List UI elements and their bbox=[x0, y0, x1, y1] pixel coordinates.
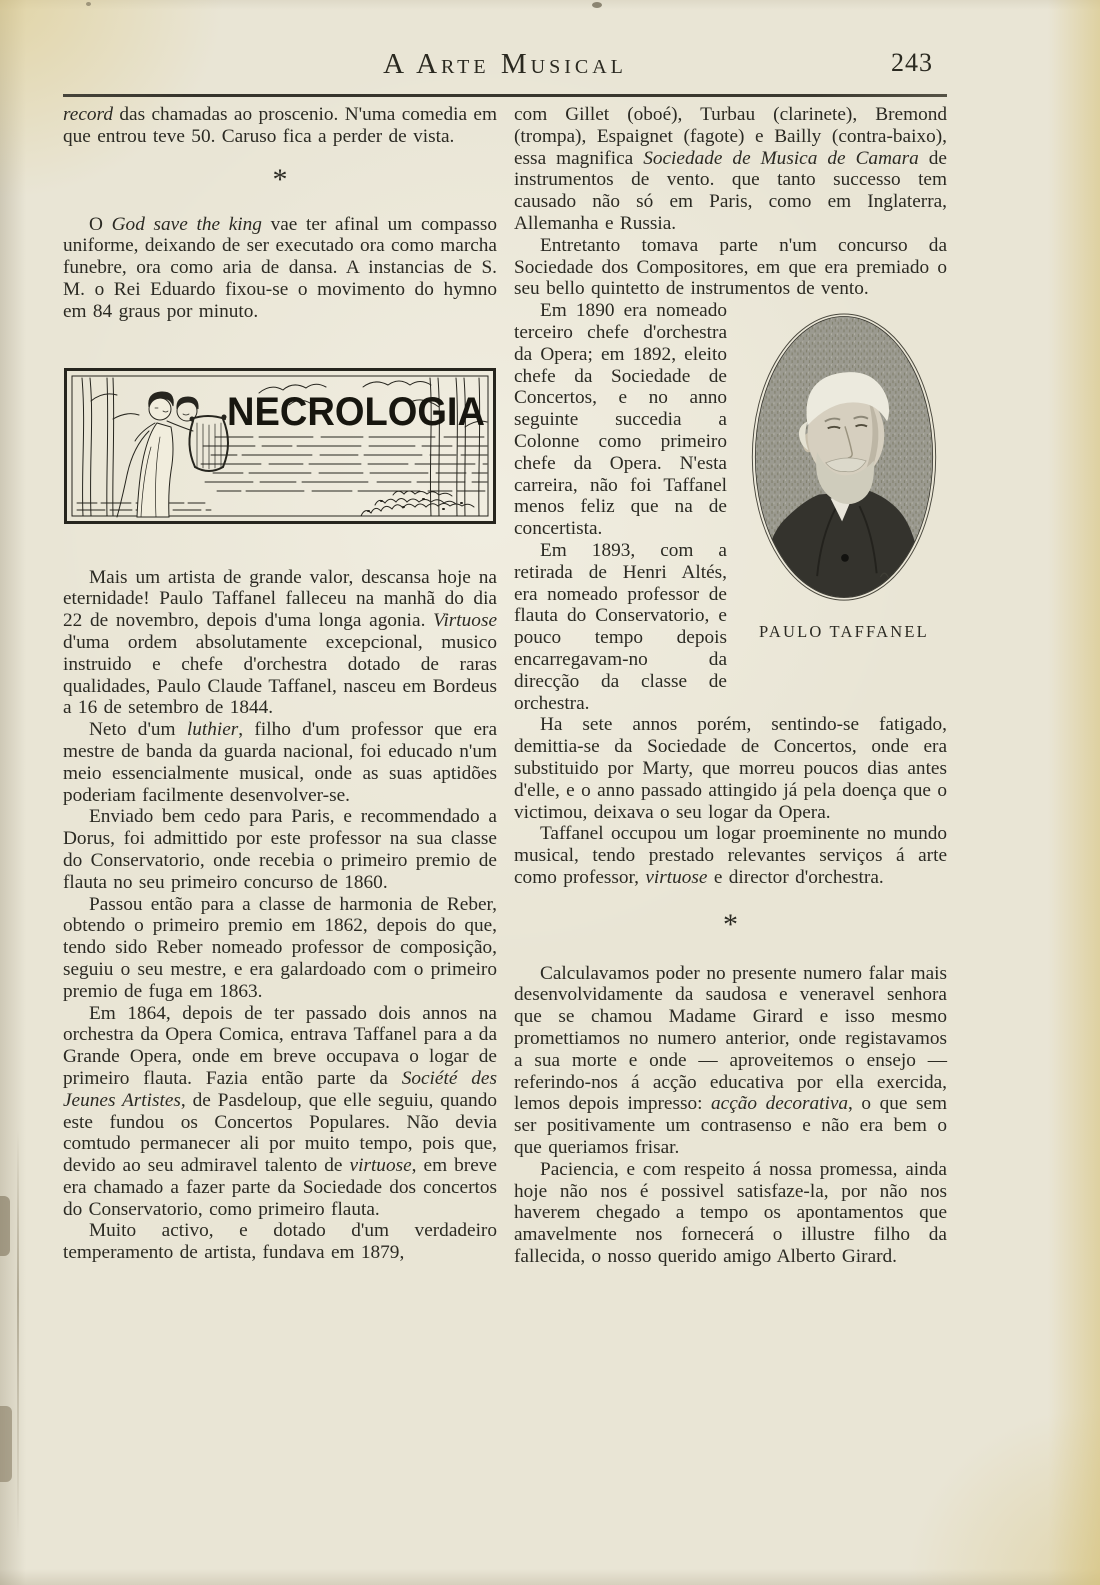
header-rule bbox=[63, 94, 947, 97]
body-paragraph: Em 1890 era nomeado terceiro chefe d'orchestra da Opera; em 1892, eleito chefe da Sociedade de Concertos, e no anno seguinte succedia a Colonne como primeiro chefe da Opera. N'esta carreira, não foi Taffanel menos feliz que na de concertista. bbox=[514, 300, 727, 540]
body-paragraph: Em 1864, depois de ter passado dois annos na orchestra da Opera Comica, entrava Taffanel para a da Grande Opera, onde em breve occupava o logar de primeiro flauta. Fazia então parte da Société des Jeunes Artistes, de Pasdeloup, que elle seguiu, quando este fundou os Concertos Populares. Não devia comtudo permanecer ali por muito tempo, pois que, devido ao seu admiravel talento de virtuose, em breve era chamado a fazer parte da Sociedade dos concertos do Conservatorio, como primeiro flauta. bbox=[63, 1002, 497, 1220]
body-paragraph: Paciencia, e com respeito á nossa promessa, ainda hoje não nos é possivel satisfaze-la, por não nos haverem chegado a tempo os apontamentos que amavelmente nos fornecerá o illustre filho da fallecida, o nosso querido amigo Alberto Girard. bbox=[514, 1158, 947, 1268]
body-paragraph: Enviado bem cedo para Paris, e recommendado a Dorus, foi admittido por este professor na sua classe do Conservatorio, onde recebia o primeiro premio de flauta no seu primeiro concurso de 1860. bbox=[63, 806, 497, 893]
body-paragraph: com Gillet (oboé), Turbau (clarinete), Bremond (trompa), Espaignet (fagote) e Bailly (contra-baixo), essa magnifica Sociedade de Musica de Camara de instrumentos de vento. que tanto successo tem causado não só em Paris, como em Inglaterra, Allemanha e Russia. bbox=[514, 104, 947, 234]
necrologia-banner bbox=[63, 367, 497, 525]
body-paragraph: record das chamadas ao proscenio. N'uma comedia em que entrou teve 50. Caruso fica a perder de vista. bbox=[63, 104, 497, 147]
lyre-icon bbox=[189, 414, 228, 471]
body-paragraph: Neto d'um luthier, filho d'um professor que era mestre de banda da guarda nacional, foi educado n'um meio essencialmente musical, onde as suas aptidões poderiam facilmente desenvolver-se. bbox=[63, 719, 497, 806]
muse-figure bbox=[117, 392, 228, 517]
masthead bbox=[63, 46, 947, 92]
body-paragraph: Em 1893, com a retirada de Henri Altés, era nomeado professor de flauta do Conservatorio, e pouco tempo depois encarregavam-no da direcção da classe de orchestra. bbox=[514, 539, 727, 714]
right-column bbox=[514, 104, 947, 1268]
body-paragraph: Ha sete annos porém, sentindo-se fatigado, demittia-se da Sociedade de Concertos, onde era substituido por Marty, que morreu poucos dias antes d'elle, e o anno passado attingido já pela doença que o victimou, deixava o seu logar da Opera. bbox=[514, 714, 947, 823]
ink-speck bbox=[592, 2, 602, 8]
journal-title: A Arte Musical bbox=[383, 48, 627, 80]
portrait-caption: PAULO TAFFANEL bbox=[759, 622, 929, 642]
left-column bbox=[63, 104, 497, 1264]
body-paragraph: O God save the king vae ter afinal um compasso uniforme, deixando de ser executado ora como marcha funebre, ora como aria de dansa. A instancias de S. M. o Rei Eduardo fixou-se o movimento do hymno em 84 graus por minuto. bbox=[63, 213, 497, 322]
page-crease bbox=[17, 1130, 19, 1540]
taffanel-portrait bbox=[741, 304, 947, 696]
necrologia-title: NECROLOGIA bbox=[227, 389, 485, 434]
page-number: 243 bbox=[891, 48, 933, 77]
necrologia-illustration bbox=[63, 367, 497, 525]
taffanel-photo bbox=[748, 310, 940, 608]
body-paragraph: Passou então para a classe de harmonia de Reber, obtendo o primeiro premio em 1862, depois do que, tendo sido Reber nomeado professor de composição, seguiu o seu mestre, e era galardoado com o primeiro premio de fuga em 1863. bbox=[63, 893, 497, 1002]
body-paragraph: Calculavamos poder no presente numero falar mais desenvolvidamente da saudosa e veneravel senhora que se chamou Madame Girard e isso mesmo promettiamos no numero anterior, onde registavamos a sua morte e onde — aproveitemos o ensejo — referindo-nos á acção educativa por ella exercida, lemos depois impresso: acção decorativa, o que sem ser positivamente um contrasenso e não era bem o que queriamos frisar. bbox=[514, 962, 948, 1159]
asterisk-separator: * bbox=[723, 907, 738, 941]
binding-mark bbox=[0, 1196, 10, 1256]
body-paragraph: Muito activo, e dotado d'um verdadeiro temperamento de artista, fundava em 1879, bbox=[63, 1220, 497, 1264]
body-paragraph: Taffanel occupou um logar proeminente no mundo musical, tendo prestado relevantes serviços á arte como professor, virtuose e director d'orchestra. bbox=[514, 823, 947, 888]
body-paragraph: Entretanto tomava parte n'um concurso da Sociedade dos Compositores, em que era premiado o seu bello quintetto de instrumentos de vento. bbox=[514, 234, 947, 300]
asterisk-separator: * bbox=[272, 162, 288, 196]
ink-speck bbox=[86, 2, 91, 6]
button bbox=[841, 554, 849, 562]
body-paragraph: Mais um artista de grande valor, descansa hoje na eternidade! Paulo Taffanel falleceu na manhã do dia 22 de novembro, depois d'uma longa agonia. Virtuose d'uma ordem absolutamente excepcional, musico instruido e chefe d'orchestra dotado de raras qualidades, Paulo Claude Taffanel, nasceu em Bordeus a 16 de setembro de 1844. bbox=[63, 566, 497, 719]
binding-mark bbox=[0, 1406, 12, 1482]
